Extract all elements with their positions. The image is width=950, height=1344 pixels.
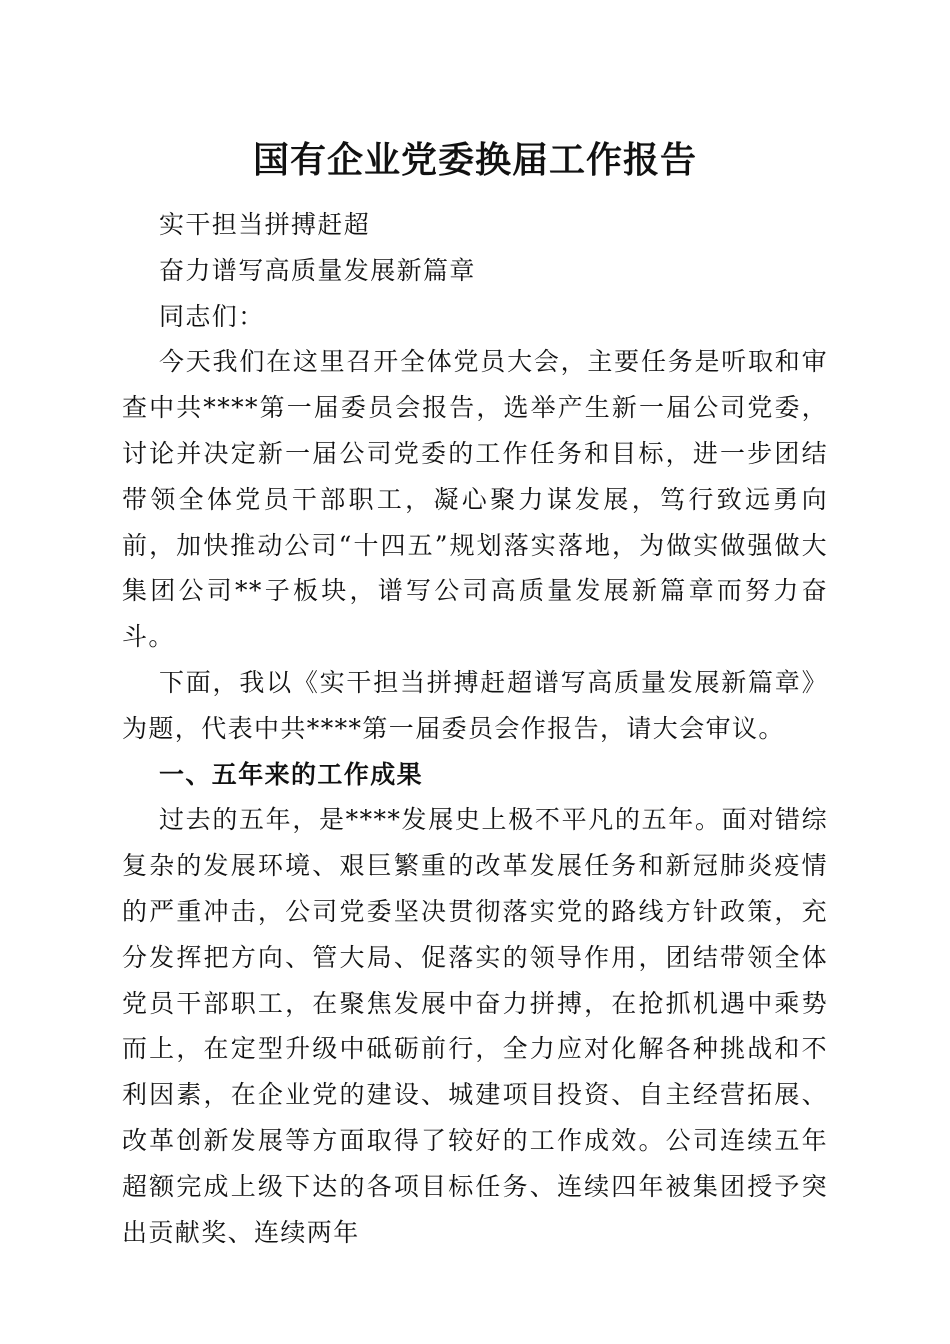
paragraph-intro: 今天我们在这里召开全体党员大会，主要任务是听取和审查中共****第一届委员会报告，选举产生新一届公司党委，讨论并决定新一届公司党委的工作任务和目标，进一步团结带领全体党员干部职工，凝心聚力谋发展，笃行致远勇向前，加快推动公司“十四五”规划落实落地，为做实做强做大集团公司**子板块，谱写公司高质量发展新篇章而努力奋斗。 — [122, 347, 828, 652]
document-body — [122, 202, 828, 1255]
subtitle-line-2: 奋力谱写高质量发展新篇章 — [159, 255, 476, 285]
paragraph-report-topic: 下面，我以《实干担当拼搏赶超谱写高质量发展新篇章》为题，代表中共****第一届委员会作报告，请大会审议。 — [122, 667, 828, 743]
salutation: 同志们： — [159, 301, 265, 331]
subtitle-line-1: 实干担当拼搏赶超 — [159, 210, 371, 239]
section-heading: 一、五年来的工作成果 — [159, 759, 424, 789]
paragraph-achievements: 过去的五年，是****发展史上极不平凡的五年。面对错综复杂的发展环境、艰巨繁重的改革发展任务和新冠肺炎疫情的严重冲击，公司党委坚决贯彻落实党的路线方针政策，充分发挥把方向、管大局、促落实的领导作用，团结带领全体党员干部职工，在聚焦发展中奋力拼搏，在抢抓机遇中乘势而上，在定型升级中砥砺前行，全力应对化解各种挑战和不利因素，在企业党的建设、城建项目投资、自主经营拓展、改革创新发展等方面取得了较好的工作成效。公司连续五年超额完成上级下达的各项目标任务、连续四年被集团授予突出贡献奖、连续两年 — [122, 805, 828, 1247]
document-title: 国有企业党委换届工作报告 — [252, 139, 697, 181]
